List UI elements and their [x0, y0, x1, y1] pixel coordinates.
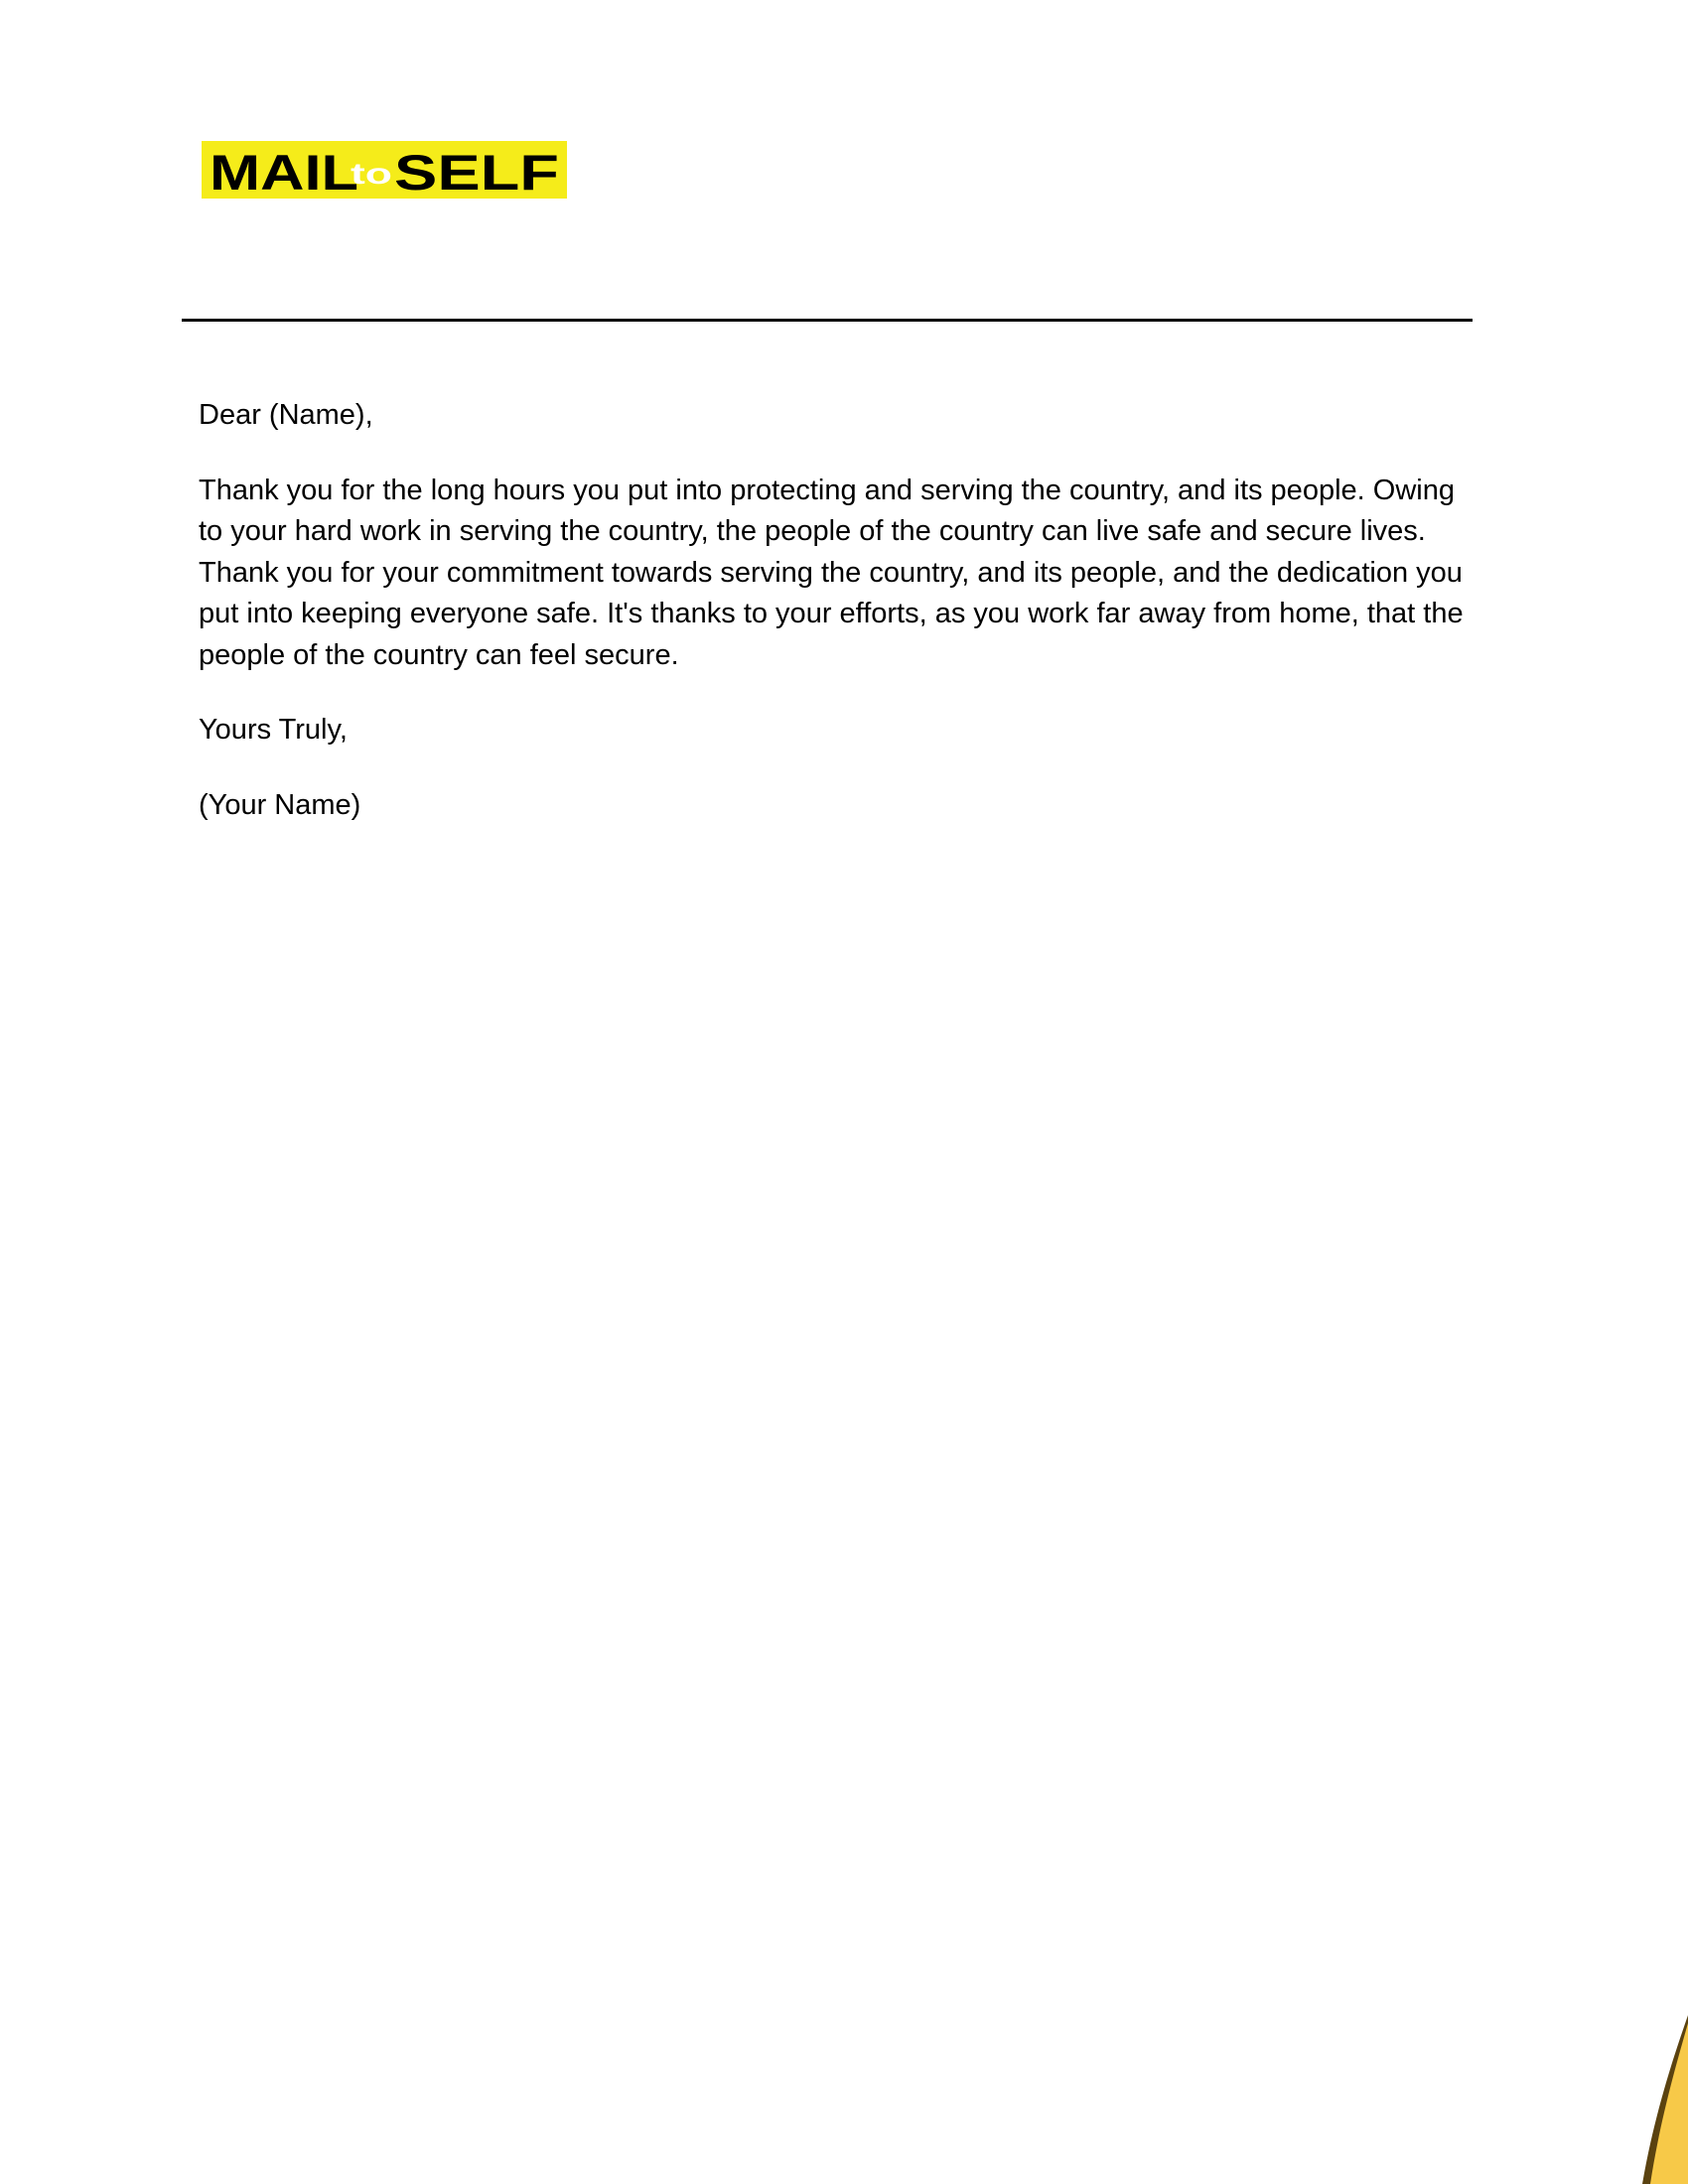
corner-decoration [1628, 2015, 1688, 2184]
corner-swoosh-graphic [1628, 2015, 1688, 2184]
logo-text-mail: MAIL [210, 145, 358, 199]
signature: (Your Name) [199, 788, 361, 821]
letter-body [199, 395, 1479, 860]
logo-text-self: SELF [394, 145, 559, 199]
closing: Yours Truly, [199, 714, 348, 746]
header-divider [182, 319, 1473, 322]
body-paragraph: Thank you for the long hours you put into protecting and serving the country, and its people. Owing to your hard work in serving the country, the people of the country can live safe and secure lives. Thank you for your commitment towards serving the country, and its people, and the dedication you put into keeping everyone safe. It's thanks to your efforts, as you work far away from home, that the people of the country can feel secure. [199, 474, 1464, 671]
logo-text-to: to [351, 158, 392, 191]
salutation: Dear (Name), [199, 399, 373, 431]
corner-swoosh-fill [1650, 2023, 1688, 2184]
mail-to-self-logo [202, 141, 567, 199]
logo-graphic [202, 141, 567, 199]
